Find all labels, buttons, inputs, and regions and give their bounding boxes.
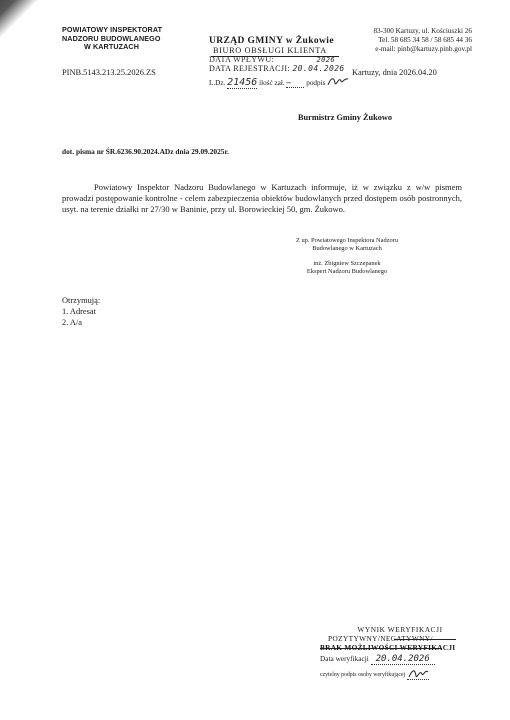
verification-unavailable-text: BRAK MOŻLIWOŚCI WERYFIKACJI <box>320 643 456 652</box>
stamp-ldz-label: L.Dz. <box>209 79 226 87</box>
verification-sign-label: czytelny podpis osoby weryfikującej <box>320 672 406 678</box>
stamp-receipt-label: DATA WPŁYWU: <box>209 55 275 64</box>
stamp-strike-line <box>211 56 339 57</box>
issuer-name <box>62 26 162 52</box>
stamp-signature-scribble <box>327 75 349 87</box>
stamp-podpis-label: podpis <box>306 79 326 87</box>
verifier-signature-scribble <box>407 667 429 679</box>
issuer-line: POWIATOWY INSPEKTORAT <box>62 25 163 34</box>
stamp-registration-date <box>209 64 351 73</box>
signature-title: Ekspert Nadzoru Budowlanego <box>306 267 388 275</box>
stamp-ilosc-label: ilość zał. <box>259 79 285 87</box>
stamp-ldz-row <box>209 75 351 89</box>
address-line: e-mail: pinb@kartuzy.pinb.gov.pl <box>375 45 472 54</box>
stamp-office: URZĄD GMINY w Żukowie <box>209 36 334 46</box>
verification-unavailable <box>320 643 470 652</box>
verification-result-text: POZYTYWNY/NEGATYWNY/ <box>328 634 433 643</box>
signature-block <box>282 237 412 275</box>
list-item: 2. A/a <box>62 318 83 328</box>
address-line: 83-300 Kartuzy, ul. Kościuszki 26 <box>373 27 472 35</box>
list-item: 1. Adresat <box>62 307 96 317</box>
reference-line: dot. pisma nr ŚR.6236.90.2024.ADz dnia 29.09.2025r. <box>62 147 229 156</box>
verification-date-label: Data weryfikacji <box>320 654 369 663</box>
distribution-list <box>62 295 100 329</box>
stamp-department: BIURO OBSŁUGI KLIENTA <box>213 46 327 55</box>
verification-sign-row <box>320 667 470 680</box>
registration-stamp <box>209 36 351 89</box>
place-and-date: Kartuzy, dnia 2026.04.20 <box>352 68 437 77</box>
stamp-registration-label: DATA REJESTRACJI: <box>209 64 291 73</box>
verification-title: WYNIK WERYFIKACJI <box>357 625 443 634</box>
recipient: Burmistrz Gminy Żukowo <box>298 113 393 122</box>
strike-negatywny <box>394 639 456 640</box>
stamp-receipt-value: 2026 <box>316 56 335 64</box>
signature-line: Budowlanego w Kartuzach <box>312 244 382 252</box>
issuer-line: NADZORU BUDOWLANEGO <box>62 33 161 43</box>
stamp-ilosc-value: — <box>286 78 304 88</box>
case-signum: PINB.5143.213.25.2026.ZS <box>62 68 156 77</box>
letter-body: Powiatowy Inspektor Nadzoru Budowlanego w Kartuzach informuje, iż w związku z w/w pismem prowadzi postępowanie kontrolne - celem zabezpieczenia obiektów budowlanych przed dostępem osób postronnych, usyt. na terenie działki nr 27/30 w Baninie, przy ul. Borowieckiej 50, gm. Żukowo. <box>62 182 462 214</box>
stamp-registration-value: 20.04.2026 <box>292 64 345 73</box>
address-line: Tel. 58 685 34 58 / 58 685 44 36 <box>378 36 472 45</box>
verification-result <box>320 634 470 643</box>
verification-date-row <box>320 654 470 665</box>
strike-brak <box>320 648 442 649</box>
signature-line: Z up. Powiatowego Inspektora Nadzoru <box>295 237 399 244</box>
stamp-ldz-value: 21456 <box>227 77 258 88</box>
issuer-line: W KARTUZACH <box>84 42 139 52</box>
scan-corner-mark <box>0 0 40 40</box>
distribution-title: Otrzymują: <box>62 296 101 305</box>
signature-name: inż. Zbigniew Szczepanek <box>313 260 381 268</box>
verification-date-value: 20.04.2026 <box>371 654 435 665</box>
verification-stamp <box>320 625 470 680</box>
issuer-address <box>355 27 472 55</box>
